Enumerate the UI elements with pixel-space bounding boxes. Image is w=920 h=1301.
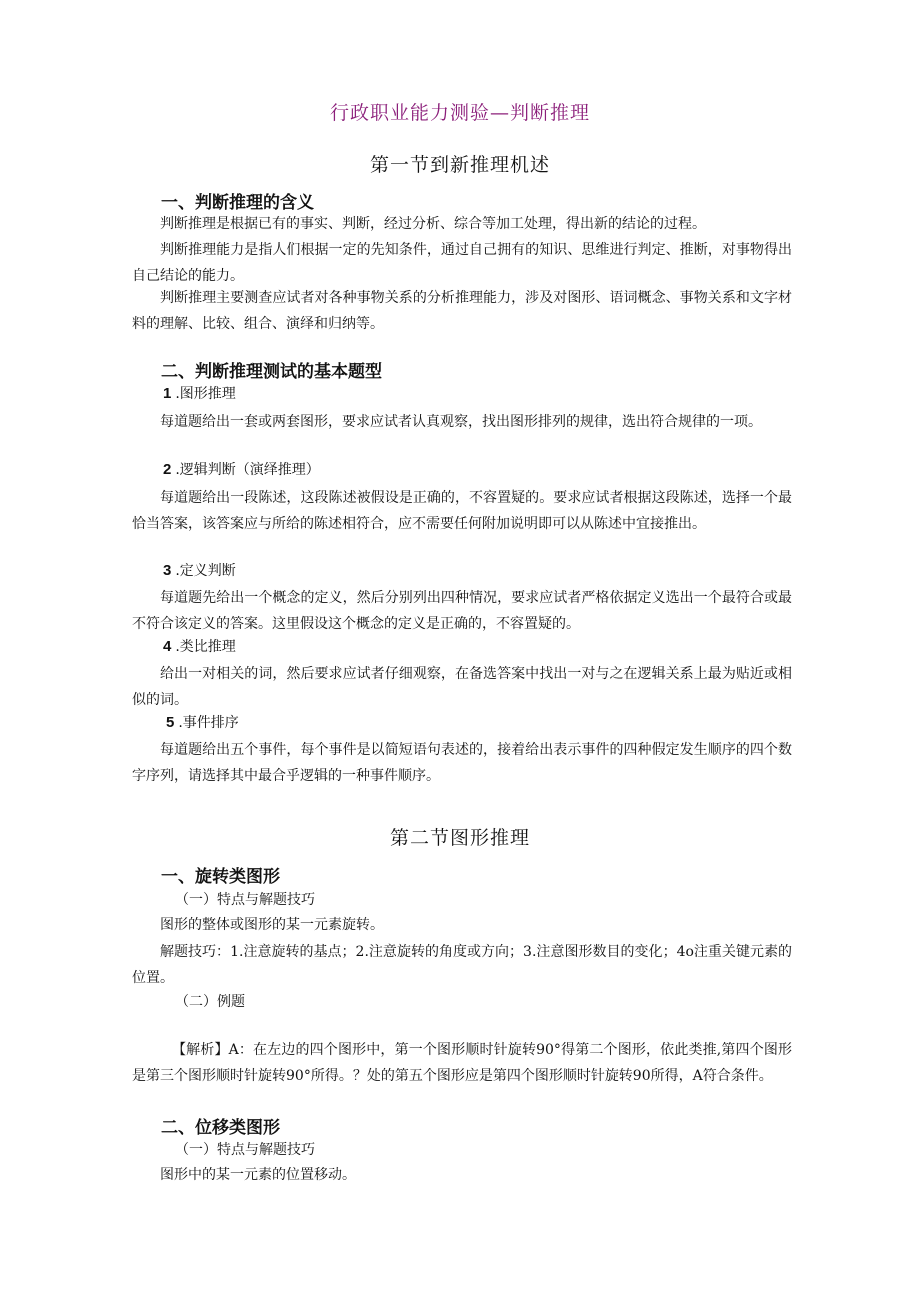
document-title: 行政职业能力测验—判断推理 <box>329 102 590 124</box>
section-1-title: 第一节到新推理机述 <box>369 154 550 176</box>
type-1-label: .图形推理 <box>175 386 236 402</box>
type-1-description: 每道题给出一套或两套图形，要求应试者认真观察，找出图形排列的规律，选出符合规律的一项。 <box>160 414 762 430</box>
type-3-number: 3 <box>163 562 172 579</box>
type-5-description: 每道题给出五个事件，每个事件是以简短语句表述的，接着给出表示事件的四种假定发生顺序的四个数字序列，请选择其中最合乎逻辑的一种事件顺序。 <box>132 742 792 784</box>
example-analysis: 【解析】A：在左边的四个图形中，第一个图形顺时针旋转90°得第二个图形，依此类推,第四个图形是第三个图形顺时针旋转90°所得。？处的第五个图形应是第四个图形顺时针旋转90所得，A符合条件。 <box>132 1042 792 1084</box>
type-2-heading <box>163 459 320 479</box>
type-4-description: 给出一对相关的词，然后要求应试者仔细观察，在备选答案中找出一对与之在逻辑关系上最为贴近或相似的词。 <box>132 666 792 708</box>
heading-question-types: 二、判断推理测试的基本题型 <box>161 362 382 382</box>
type-1-heading <box>163 383 236 403</box>
type-2-label: .逻辑判断（演绎推理） <box>175 462 320 478</box>
type-5-label: .事件排序 <box>178 715 239 731</box>
type-5-heading <box>166 712 239 732</box>
translation-features-subheading: （一）特点与解题技巧 <box>175 1142 315 1158</box>
type-1-number: 1 <box>163 385 172 402</box>
type-5-number: 5 <box>166 714 175 731</box>
type-3-description: 每道题先给出一个概念的定义，然后分别列出四种情况，要求应试者严格依据定义选出一个最符合或最不符合该定义的答案。这里假设这个概念的定义是正确的，不容置疑的。 <box>132 590 792 632</box>
type-4-number: 4 <box>163 638 172 655</box>
paragraph-meaning-3: 判断推理主要测查应试者对各种事物关系的分析推理能力，涉及对图形、语词概念、事物关系和文字材料的理解、比较、组合、演绎和归纳等。 <box>132 290 792 332</box>
section-2-title: 第二节图形推理 <box>389 827 530 849</box>
type-3-heading <box>163 560 236 580</box>
rotation-description: 图形的整体或图形的某一元素旋转。 <box>160 917 384 933</box>
rotation-example-subheading: （二）例题 <box>175 994 245 1010</box>
heading-translation: 二、位移类图形 <box>161 1118 280 1138</box>
type-2-number: 2 <box>163 461 172 478</box>
type-4-label: .类比推理 <box>175 639 236 655</box>
paragraph-meaning-1: 判断推理是根据已有的事实、判断，经过分析、综合等加工处理，得出新的结论的过程。 <box>160 216 706 232</box>
type-2-description: 每道题给出一段陈述，这段陈述被假设是正确的，不容置疑的。要求应试者根据这段陈述，选择一个最恰当答案，该答案应与所给的陈述相符合，应不需要任何附加说明即可以从陈述中宜接推出。 <box>132 490 792 532</box>
type-4-heading <box>163 636 236 656</box>
rotation-features-subheading: （一）特点与解题技巧 <box>175 892 315 908</box>
translation-description: 图形中的某一元素的位置移动。 <box>160 1167 356 1183</box>
paragraph-meaning-2: 判断推理能力是指人们根据一定的先知条件，通过自己拥有的知识、思维进行判定、推断，对事物得出自己结论的能力。 <box>132 242 792 284</box>
heading-rotation: 一、旋转类图形 <box>161 867 280 887</box>
heading-meaning: 一、判断推理的含义 <box>161 193 314 213</box>
type-3-label: .定义判断 <box>175 563 236 579</box>
rotation-tips: 解题技巧：1.注意旋转的基点；2.注意旋转的角度或方向；3.注意图形数目的变化；4o注重关键元素的位置。 <box>132 944 792 986</box>
